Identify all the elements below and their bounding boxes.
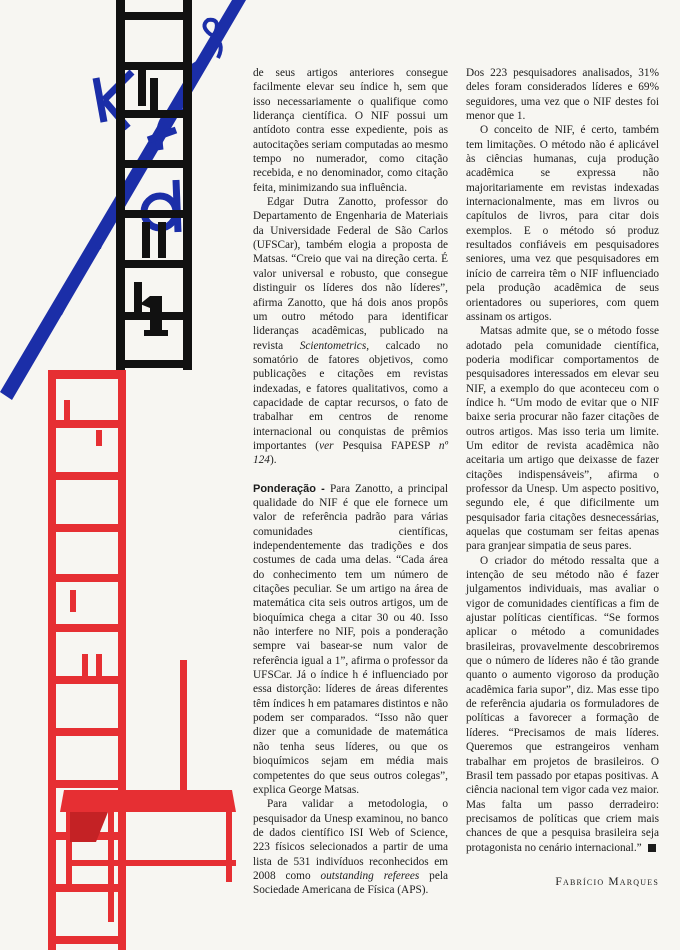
outstanding-referees-term: outstanding referees — [320, 869, 420, 882]
reference-issue: nº 124 — [253, 439, 448, 467]
column2-paragraph-1: Dos 223 pesquisadores analisados, 31% deles foram considerados líderes e 69% seguidores, uma vez que o NIF destes foi menor que 1. — [466, 67, 659, 123]
column1-paragraph-4-text-a: Para validar a metodologia, o pesquisador da Unesp examinou, no banco de dados científico ISI Web of Science, 223 físicos selecionados a partir de uma lista de 531 indivíduos reconhecidos em 2008 como — [253, 798, 448, 882]
column2-paragraph-2: O conceito de NIF, é certo, também tem limitações. O método não é aplicável às ciências humanas, cuja produção acadêmica se expressa não majoritariamente em revistas indexadas internacionalmente, mas em livros ou capítulos de livros, para citar dois exemplos. E o método só produz resultados confiáveis em pesquisadores seniores, uma vez que pesquisadores em início de carreira têm o NIF influenciado pela produção acadêmica de seus orientadores ou superiores, com quem assinam os artigos. — [466, 124, 659, 323]
column2-paragraph-4-text: O criador do método ressalta que a intenção de seu método não é fazer julgamentos individuais, mas avaliar o vigor de comunidades científicas a fim de ajustar políticas científicas. “Se formos aplicar o método a comunidades brasileiras, provavelmente descobriremos que o número de líderes não é tão grande quanto o aumento vigoroso da produção acadêmica faria supor”, diz. Mas esse tipo de referência ajudaria os formuladores de políticas a favorecer a formação de líderes. “Precisamos de mais líderes. Queremos que estrangeiros venham trabalhar em projetos de brasileiros. O Brasil tem passado por etapas positivas. A ciência nacional tem vigor cada vez maior. Mas falta um passo derradeiro: precisamos de políticas que criem mais chances de que a pesquisa brasileira seja protagonista no cenário internacional.” — [466, 554, 659, 854]
ladder-illustration — [0, 0, 250, 950]
column1-paragraph-2-text-c: ). — [269, 454, 277, 467]
red-inner-marks — [64, 400, 102, 676]
black-letter-i — [138, 70, 158, 110]
author-byline: Fabrício Marques — [555, 876, 659, 888]
article-column-2 — [466, 66, 659, 855]
red-chair — [60, 660, 236, 922]
column1-paragraph-4 — [253, 797, 448, 897]
journal-name: Scientometrics, — [299, 339, 370, 352]
column1-paragraph-2 — [253, 195, 448, 468]
black-digit-1 — [134, 282, 168, 336]
column2-paragraph-4 — [466, 554, 659, 855]
blue-letter-k — [96, 72, 132, 128]
reference-magazine: Pesquisa FAPESP — [333, 439, 439, 452]
see-reference: ver — [319, 439, 334, 452]
section-title: Ponderação - — [253, 482, 330, 495]
column1-paragraph-3 — [253, 482, 448, 798]
column1-paragraph-4-text-b: pela Sociedade Americana de Física (APS). — [253, 869, 448, 897]
column1-paragraph-2-text-a: Edgar Dutra Zanotto, professor do Departamento de Engenharia de Materiais da Universidade Federal de São Carlos (UFSCar), também elogia a proposta de Matsas. “Creio que vai na direção certa. É valor universal e robusto, que consegue distinguir os líderes dos não líderes”, afirma Zanotto, que há dois anos propôs um outro método para identificar lideranças acadêmicas, publicado na revista — [253, 196, 448, 352]
end-of-article-mark — [648, 844, 656, 852]
article-column-1 — [253, 66, 448, 898]
column1-paragraph-1: de seus artigos anteriores consegue facilmente elevar seu índice h, sem que isso necessariamente o qualifique como liderança científica. O NIF possui um antídoto contra esse expediente, pois as autocitações seriam computadas ao mesmo tempo no numerador, como citação recebida, e no denominador, como citação feita, minimizando sua influência. — [253, 67, 448, 194]
column1-paragraph-3-text: Para Zanotto, a principal qualidade do NIF é que ele fornece um valor de referência padrão para várias comunidades científicas, independentemente das tradições e dos costumes de cada uma delas. “Cada área do conhecimento tem um número de citações peculiar. Se um artigo na área de matemática cita seis outros artigos, um de bioquímica chega a citar 30 ou 40. Isso não interfere no NIF, pois a ponderação sempre vai basear-se num valor de referência igual a 1”, afirma o professor da UFSCar. Já o índice h é influenciado por essa distorção: líderes de áreas diferentes têm índices h em patamares distintos e não podem ser comparados. “Isso não quer dizer que a comunidade de matemática não tenha seus líderes, ou que os bioquímicos sejam em média mais competentes do que seus outros colegas”, explica George Matsas. — [253, 482, 448, 796]
column1-paragraph-2-text-b: calcado no somatório de fatores objetivos, como publicações e citações em revistas indexadas, e fatores qualitativos, como a capacidade de captar recursos, o fato de trabalhar em centros de renome internacional ou conquistas de prêmios importantes ( — [253, 339, 449, 452]
column2-paragraph-3: Matsas admite que, se o método fosse adotado pela comunidade científica, poderia modificar comportamentos de pesquisadores interessados em elevar seu NIF, a exemplo do que aconteceu com o índice h. “Um modo de evitar que o NIF baixe seria procurar não fazer citações de outros artigos. Mas isso teria um limite. Um editor de revista acadêmica não aceitaria um artigo que deixasse de fazer citações indispensáveis”, afirma o professor da Unesp. Um aspecto positivo, segundo ele, é que dificilmente um pesquisador faria citações desnecessárias, aquelas que costumam ser feitas apenas para granjear simpatia de seus pares. — [466, 325, 659, 553]
